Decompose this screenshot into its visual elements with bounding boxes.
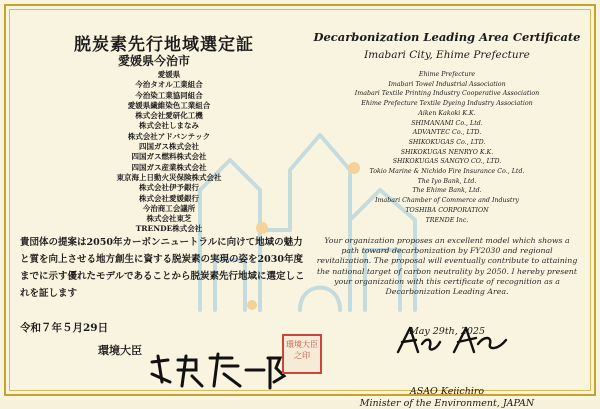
en-org-item: Ehime Prefecture Textile Dyeing Industry Association: [361, 100, 533, 108]
jp-title: 脱炭素先行地域選定証: [74, 35, 254, 55]
en-signatory-name: ASAO Keiichiro: [409, 386, 485, 397]
jp-org-item: TRENDE株式会社: [135, 224, 203, 234]
jp-org-item: 四国ガス株式会社: [139, 142, 199, 152]
en-org-item: The Ehime Bank, Ltd.: [412, 187, 482, 195]
en-org-item: TRENDE Inc.: [425, 216, 469, 224]
en-org-item: TOSHIBA CORPORATION: [405, 206, 489, 214]
en-org-item: SHIKOKUGAS Co., LTD.: [408, 138, 486, 146]
jp-org-item: 東京海上日動火災保険株式会社: [116, 172, 222, 182]
jp-org-item: 株式会社しまなみ: [139, 121, 199, 131]
jp-body-text: 貴団体の提案は2050年カーボンニュートラルに向けて地域の魅力と質を向上させる地方創生に資する脱炭素の実現の姿を2030年度までに示す優れたモデルであることから脱炭素先行地域に選定しこれを証します: [20, 237, 305, 299]
en-org-item: SHIKOKUGAS SANGYO CO., LTD.: [392, 158, 502, 166]
en-org-item: Imabari Towel Industrial Association: [388, 80, 506, 88]
en-org-item: Imabari Chamber of Commerce and Industry: [375, 197, 519, 205]
en-city: Imabari City, Ehime Prefecture: [364, 49, 530, 61]
en-org-item: Imabari Textile Printing Industry Cooperative Association: [354, 90, 540, 98]
jp-signature: [148, 352, 288, 390]
en-org-item: ADVANTEC Co., LTD.: [412, 129, 482, 137]
jp-org-item: 四国ガス燃料株式会社: [131, 152, 207, 162]
jp-org-item: 株式会社愛媛銀行: [139, 193, 199, 203]
jp-city: 愛媛県今治市: [118, 54, 191, 68]
jp-organization-list: [84, 70, 254, 235]
jp-minister-title: 環境大臣: [98, 344, 142, 357]
en-title: Decarbonization Leading Area Certificate: [313, 30, 581, 44]
jp-org-item: 今治商工会議所: [142, 203, 196, 213]
en-body-text: Your organization proposes an excellent model which shows a path toward decarbonization by FY2030 and regional revitalization. The proposal will eventually contribute to attaining the national target of carbon neutrality by 2050. I hereby present your organization with this certificate of recognition as a Decarbonization Leading Area.: [316, 236, 578, 297]
en-org-item: SHIKOKUGAS NENRYO K.K.: [400, 148, 494, 156]
jp-org-item: 今治染工業協同組合: [135, 90, 203, 100]
jp-org-item: 株式会社東芝: [146, 214, 192, 224]
jp-org-item: 株式会社愛研化工機: [135, 111, 203, 121]
jp-org-item: 四国ガス産業株式会社: [131, 162, 207, 172]
jp-date: 令和７年５月29日: [20, 322, 109, 334]
jp-org-item: 株式会社アドバンテック: [127, 131, 211, 141]
jp-org-item: 愛媛県: [157, 70, 181, 79]
en-signature: [392, 322, 512, 356]
official-seal: 環境大臣之印: [282, 334, 322, 374]
jp-org-item: 今治タオル工業組合: [135, 80, 203, 90]
jp-org-item: 愛媛県繊維染色工業組合: [127, 100, 211, 110]
en-org-item: SHIMANAMI Co., Ltd.: [411, 119, 483, 127]
en-org-item: Ehime Prefecture: [418, 71, 476, 78]
en-org-item: Aiken Kakoki K.K.: [418, 109, 476, 117]
en-signatory-title: Minister of the Environment, JAPAN: [359, 398, 535, 409]
jp-org-item: 株式会社伊予銀行: [139, 183, 199, 193]
en-org-item: The Iyo Bank, Ltd.: [417, 177, 477, 185]
en-organization-list: [312, 70, 582, 225]
en-date: May 29th, 2025: [408, 326, 486, 337]
en-org-item: Tokio Marine & Nichido Fire Insurance Co., Ltd.: [369, 168, 525, 176]
